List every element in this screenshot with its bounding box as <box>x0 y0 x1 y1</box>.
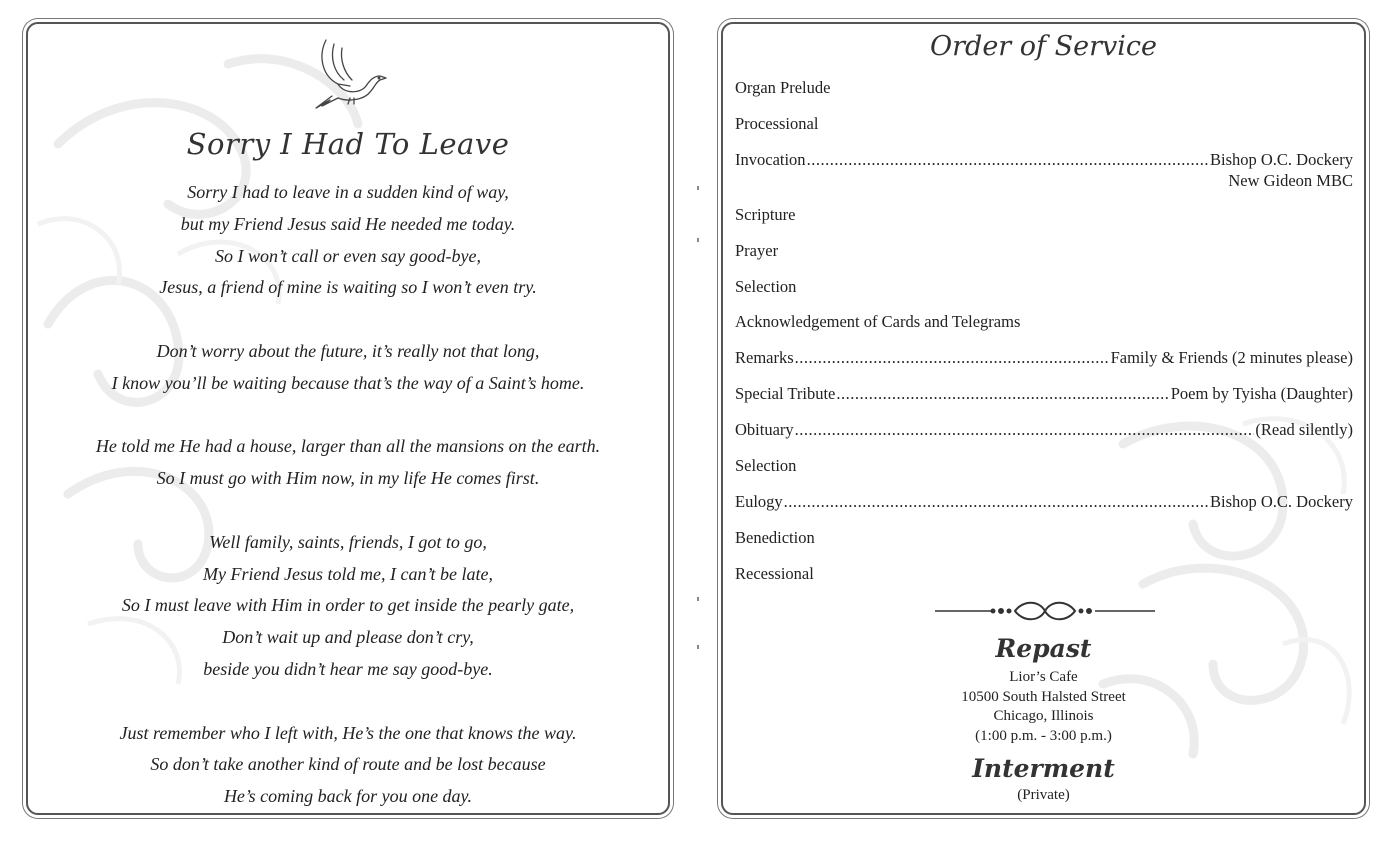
poem-stanza <box>28 718 668 813</box>
poem-line: So I must go with Him now, in my life He comes first. <box>156 468 540 489</box>
service-item-name: Benediction <box>735 528 815 547</box>
service-item-name: Invocation <box>735 150 806 169</box>
poem-stanza <box>28 527 668 686</box>
ornamental-divider-icon <box>935 596 1155 626</box>
repast-venue: Lior’s Cafe <box>1009 669 1078 685</box>
service-item-name: Selection <box>735 456 797 475</box>
service-item <box>735 348 1353 370</box>
poem-line: Jesus, a friend of mine is waiting so I won’t even try. <box>159 277 537 298</box>
repast-time: (1:00 p.m. - 3:00 p.m.) <box>975 727 1112 744</box>
service-item <box>735 456 1353 478</box>
poem-stanza <box>28 431 668 495</box>
service-item-name: Selection <box>735 277 797 296</box>
service-item-name: Recessional <box>735 564 814 583</box>
poem-line: Don’t worry about the future, it’s really not that long, <box>156 340 540 361</box>
repast-details <box>723 668 1364 746</box>
order-of-service-panel <box>721 22 1366 815</box>
order-of-service-title: Order of Service <box>930 31 1157 62</box>
service-item-officiant: Bishop O.C. Dockery <box>1210 150 1353 169</box>
service-item <box>735 528 1353 550</box>
service-item-name: Acknowledgement of Cards and Telegrams <box>735 312 1021 331</box>
service-item <box>735 384 1353 406</box>
service-item <box>735 420 1353 442</box>
poem-line: Well family, saints, friends, I got to go, <box>209 531 487 552</box>
service-item <box>735 150 1353 192</box>
service-item-name: Processional <box>735 114 819 133</box>
poem-line: I know you’ll be waiting because that’s the way of a Saint’s home. <box>111 372 585 393</box>
service-item <box>735 78 1353 100</box>
service-item-name: Scripture <box>735 205 796 224</box>
service-item-affiliation: New Gideon MBC <box>1228 171 1353 190</box>
service-item <box>735 564 1353 586</box>
service-item-officiant: (Read silently) <box>1255 420 1353 439</box>
service-item <box>735 205 1353 227</box>
poem-line: My Friend Jesus told me, I can’t be late, <box>203 563 493 584</box>
service-item-name: Obituary <box>735 420 794 439</box>
service-item <box>735 241 1353 263</box>
poem-line: So I won’t call or even say good-bye, <box>215 245 481 266</box>
poem-title: Sorry I Had To Leave <box>186 127 510 161</box>
gutter-mark <box>697 597 699 601</box>
service-item-name: Remarks <box>735 348 794 367</box>
repast-street: 10500 South Halsted Street <box>961 688 1126 705</box>
poem-line: Just remember who I left with, He’s the one that knows the way. <box>119 722 577 743</box>
service-item-name: Prayer <box>735 241 779 260</box>
service-item <box>735 114 1353 136</box>
dove-icon <box>308 36 390 114</box>
gutter-mark <box>697 645 699 649</box>
dot-leader <box>836 384 1169 404</box>
poem-line: Sorry I had to leave in a sudden kind of way, <box>187 182 509 202</box>
service-item-officiant: Bishop O.C. Dockery <box>1210 492 1353 511</box>
interment-heading: Interment <box>972 754 1115 783</box>
poem-line: but my Friend Jesus said He needed me today. <box>180 213 516 234</box>
dot-leader <box>807 150 1209 170</box>
poem-line: So I must leave with Him in order to get inside the pearly gate, <box>121 595 575 616</box>
poem-line: So don’t take another kind of route and be lost because <box>150 754 546 775</box>
poem-line: beside you didn’t hear me say good-bye. <box>203 658 493 679</box>
poem-stanza <box>28 336 668 400</box>
service-item-name: Eulogy <box>735 492 783 511</box>
repast-city: Chicago, Illinois <box>993 708 1094 724</box>
service-item-officiant: Poem by Tyisha (Daughter) <box>1170 384 1353 403</box>
service-item <box>735 492 1353 514</box>
service-item-officiant: Family & Friends (2 minutes please) <box>1110 348 1353 367</box>
service-item-name: Organ Prelude <box>735 78 831 97</box>
gutter-mark <box>697 238 699 242</box>
poem-stanza <box>28 177 668 304</box>
poem-line: He’s coming back for you one day. <box>223 786 473 807</box>
dot-leader <box>795 348 1110 368</box>
service-item <box>735 312 1353 334</box>
dot-leader <box>784 492 1209 512</box>
service-item <box>735 277 1353 299</box>
service-item-name: Special Tribute <box>735 384 836 403</box>
repast-heading: Repast <box>995 634 1092 663</box>
interment-note: (Private) <box>1017 787 1070 803</box>
gutter-mark <box>697 186 699 190</box>
poem-panel <box>26 22 670 815</box>
poem-line: He told me He had a house, larger than all the mansions on the earth. <box>95 436 601 457</box>
poem-body <box>28 177 668 813</box>
dot-leader <box>795 420 1255 440</box>
poem-line: Don’t wait up and please don’t cry, <box>222 627 474 648</box>
